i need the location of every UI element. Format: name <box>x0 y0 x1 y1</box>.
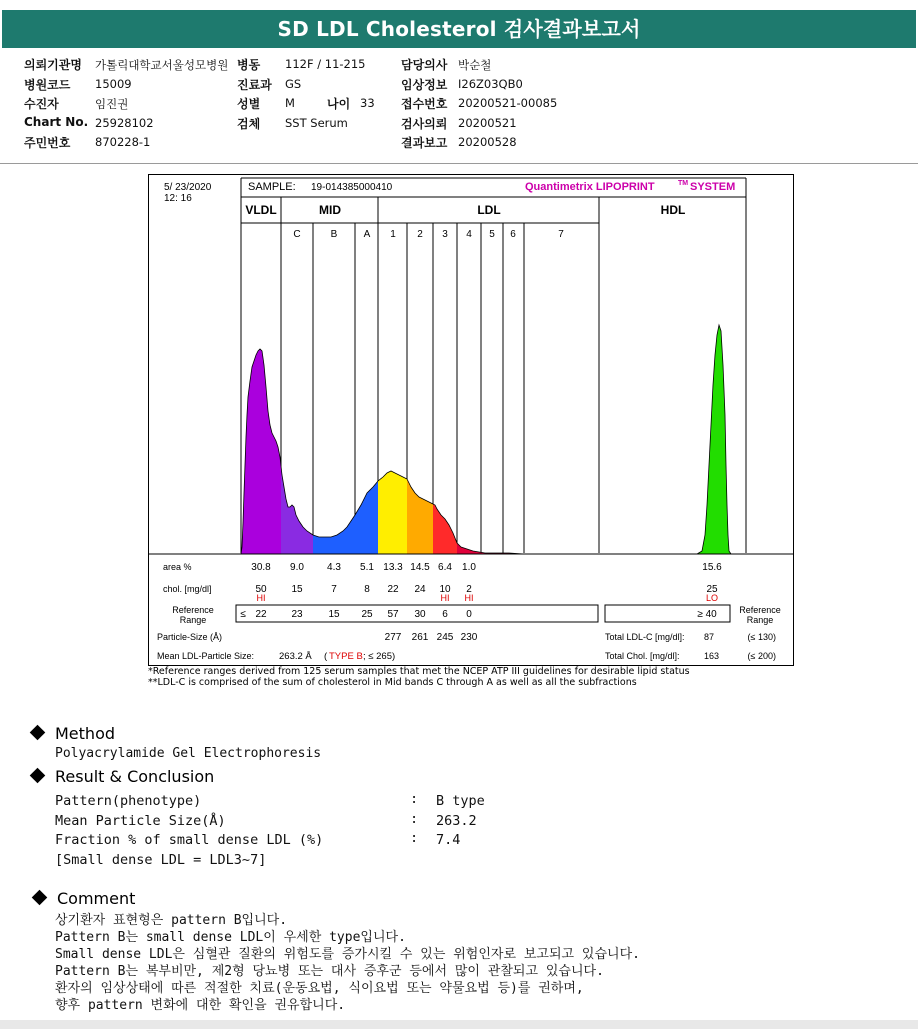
hdr-label: 담당의사 <box>401 58 448 72</box>
total-ldl-label: Total LDL-C [mg/dl]: <box>605 632 685 642</box>
method-text: Polyacrylamide Gel Electrophoresis <box>55 746 322 761</box>
page-title: SD LDL Cholesterol 검사결과보고서 <box>2 10 916 48</box>
hi-flag: HI <box>256 593 266 603</box>
result-label: Pattern(phenotype) <box>55 793 202 809</box>
hi-flag: HI <box>464 593 474 603</box>
hdr-value: M <box>285 96 295 110</box>
mean-rest: ; ≤ 265) <box>363 651 396 662</box>
diamond-bullet-icon <box>30 725 46 741</box>
result-note: [Small dense LDL = LDL3~7] <box>55 852 267 868</box>
result-label: Mean Particle Size(Å) <box>55 813 226 829</box>
hdr-label: 접수번호 <box>401 97 448 111</box>
ref-value: 30 <box>414 609 426 620</box>
total-chol-label: Total Chol. [mg/dl]: <box>605 651 680 661</box>
total-ldl-ref: (≤ 130) <box>747 632 776 642</box>
lo-flag: LO <box>705 593 719 603</box>
chol-value: 50 <box>255 584 267 595</box>
ref-value: 0 <box>466 609 472 620</box>
ref-prefix: ≤ <box>240 609 246 620</box>
comment-heading-text: Comment <box>57 889 136 908</box>
result-colon: : <box>410 791 419 807</box>
hdr-value: 112F / 11-215 <box>285 57 366 71</box>
total-chol-ref: (≤ 200) <box>747 651 776 661</box>
chol-value: 8 <box>364 584 370 595</box>
particle-size: 261 <box>411 632 429 643</box>
ref-value: 57 <box>387 609 399 620</box>
header-divider <box>0 163 918 164</box>
result-value: 7.4 <box>436 832 461 848</box>
result-value: B type <box>436 793 485 809</box>
hdr-value: 33 <box>360 96 375 110</box>
diamond-bullet-icon <box>32 890 48 906</box>
band-label-6: 6 <box>510 229 516 240</box>
hdr-value: 15009 <box>95 77 132 91</box>
band-label-7: 7 <box>558 229 564 240</box>
mean-type: TYPE B <box>329 651 363 662</box>
chol-value: 24 <box>414 584 426 595</box>
group-mid: MID <box>319 203 341 217</box>
hdl-peak <box>697 325 731 554</box>
footnote: *Reference ranges derived from 125 serum samples that met the NCEP ATP III guidelines for desirable lipid status <box>148 666 690 677</box>
comment-line: 향후 pattern 변화에 대한 확인을 권유합니다. <box>55 998 346 1013</box>
area-value: 4.3 <box>327 562 341 573</box>
band-label-1: 1 <box>390 229 396 240</box>
lipoprint-chart <box>149 175 793 665</box>
hi-flag: HI <box>440 593 450 603</box>
row-label-range: Range <box>179 615 207 625</box>
band-label-b: B <box>330 229 338 240</box>
result-label: Fraction % of small dense LDL (%) <box>55 832 324 848</box>
diamond-bullet-icon <box>30 768 46 784</box>
hdr-value: 20200521 <box>458 116 517 130</box>
area-value: 14.5 <box>410 562 430 573</box>
row-label-particle: Particle-Size (Å) <box>157 632 223 642</box>
particle-size: 277 <box>384 632 402 643</box>
hdr-label: 병동 <box>237 58 261 72</box>
row-label-chol: chol. [mg/dl] <box>163 584 212 594</box>
hdr-value: 870228-1 <box>95 135 151 149</box>
chol-value: 10 <box>439 584 451 595</box>
row-label-ref-hdl: Reference <box>739 605 781 615</box>
comment-heading <box>34 889 135 908</box>
band-label-a: A <box>363 229 371 240</box>
hdr-value: 임진권 <box>95 97 129 111</box>
hdr-value: GS <box>285 77 302 91</box>
hdr-value: 25928102 <box>95 116 154 130</box>
result-heading <box>32 767 214 786</box>
row-label-area: area % <box>163 562 192 572</box>
hdr-label: 병원코드 <box>24 78 71 92</box>
row-label-ref: Reference <box>172 605 214 615</box>
area-value: 30.8 <box>251 562 271 573</box>
brand-name: Quantimetrix LIPOPRINT <box>525 181 655 193</box>
hdr-label: Chart No. <box>24 115 89 129</box>
band-label-2: 2 <box>417 229 423 240</box>
ref-value: 22 <box>255 609 267 620</box>
particle-size: 245 <box>436 632 454 643</box>
band-label-4: 4 <box>466 229 472 240</box>
hdr-value: 20200528 <box>458 135 517 149</box>
group-vldl: VLDL <box>245 203 277 217</box>
ref-value: 25 <box>361 609 373 620</box>
result-value: 263.2 <box>436 813 477 829</box>
brand-system: SYSTEM <box>690 181 736 193</box>
area-value: 9.0 <box>290 562 304 573</box>
method-heading <box>32 724 115 743</box>
comment-line: 환자의 임상상태에 따른 적절한 치료(운동요법, 식이요법 또는 약물요법 등)를 권하며, <box>55 981 584 996</box>
hdr-value: 박순철 <box>458 58 492 72</box>
ref-value: 6 <box>442 609 448 620</box>
hdr-value: 가톨릭대학교서울성모병원 <box>95 58 229 72</box>
particle-curve <box>241 325 731 554</box>
comment-line: Pattern B는 small dense LDL이 우세한 type입니다. <box>55 930 406 945</box>
total-ldl-value: 87 <box>703 632 714 642</box>
ref-value: 15 <box>328 609 340 620</box>
comment-line: 상기환자 표현형은 pattern B입니다. <box>55 913 288 928</box>
area-value: 5.1 <box>360 562 374 573</box>
hdr-label: 검체 <box>237 117 261 131</box>
report-time: 12: 16 <box>164 193 192 204</box>
hdl-ref-value: ≥ 40 <box>697 609 717 620</box>
band-label-3: 3 <box>442 229 448 240</box>
total-chol-value: 163 <box>703 651 719 661</box>
hdr-label: 결과보고 <box>401 136 448 150</box>
chol-value: 15 <box>291 584 303 595</box>
bottom-bar <box>0 1020 918 1029</box>
row-label-range-hdl: Range <box>746 615 774 625</box>
chol-value: 2 <box>466 584 472 595</box>
row-label-mean: Mean LDL-Particle Size: <box>157 651 255 661</box>
chol-value: 22 <box>387 584 399 595</box>
hdr-label: 임상정보 <box>401 78 448 92</box>
area-value: 1.0 <box>462 562 476 573</box>
sample-id: 19-014385000410 <box>311 182 393 193</box>
hdr-value: SST Serum <box>285 116 348 130</box>
report-date: 5/ 23/2020 <box>164 182 212 193</box>
mean-size-value: 263.2 Å <box>279 651 312 662</box>
result-colon: : <box>410 830 419 846</box>
group-ldl: LDL <box>477 203 501 217</box>
hdr-label: 진료과 <box>237 78 272 92</box>
band-label-c: C <box>293 229 301 240</box>
hdr-label: 검사의뢰 <box>401 117 448 131</box>
hdl-chol-value: 25 <box>706 584 718 595</box>
hdr-label: 나이 <box>327 97 351 111</box>
group-hdl: HDL <box>660 203 686 217</box>
mean-open: ( <box>324 651 328 662</box>
lipoprint-report <box>148 174 794 666</box>
footnote: **LDL-C is comprised of the sum of cholesterol in Mid bands C through A as well as all the subfractions <box>148 677 637 688</box>
hdr-label: 주민번호 <box>24 136 71 150</box>
hdr-label: 수진자 <box>24 97 59 111</box>
hdr-value: I26Z03QB0 <box>458 77 523 91</box>
band-dividers <box>281 197 599 553</box>
particle-size: 230 <box>460 632 478 643</box>
hdr-label: 의뢰기관명 <box>24 58 82 72</box>
sample-label: SAMPLE: <box>248 181 296 193</box>
result-heading-text: Result & Conclusion <box>55 767 215 786</box>
hdl-area-value: 15.6 <box>702 562 722 573</box>
ref-value: 23 <box>291 609 303 620</box>
comment-line: Small dense LDL은 심혈관 질환의 위험도를 증가시킬 수 있는 위험인자로 보고되고 있습니다. <box>55 947 640 962</box>
chol-value: 7 <box>331 584 337 595</box>
method-heading-text: Method <box>55 724 116 743</box>
result-colon: : <box>410 811 419 827</box>
area-value: 13.3 <box>383 562 403 573</box>
comment-line: Pattern B는 복부비만, 제2형 당뇨병 또는 대사 증후군 등에서 많이 관찰되고 있습니다. <box>55 964 604 979</box>
area-value: 6.4 <box>438 562 452 573</box>
hdr-label: 성별 <box>237 97 261 111</box>
band-label-5: 5 <box>489 229 495 240</box>
brand-tm: TM <box>678 180 689 187</box>
hdr-value: 20200521-00085 <box>458 96 558 110</box>
